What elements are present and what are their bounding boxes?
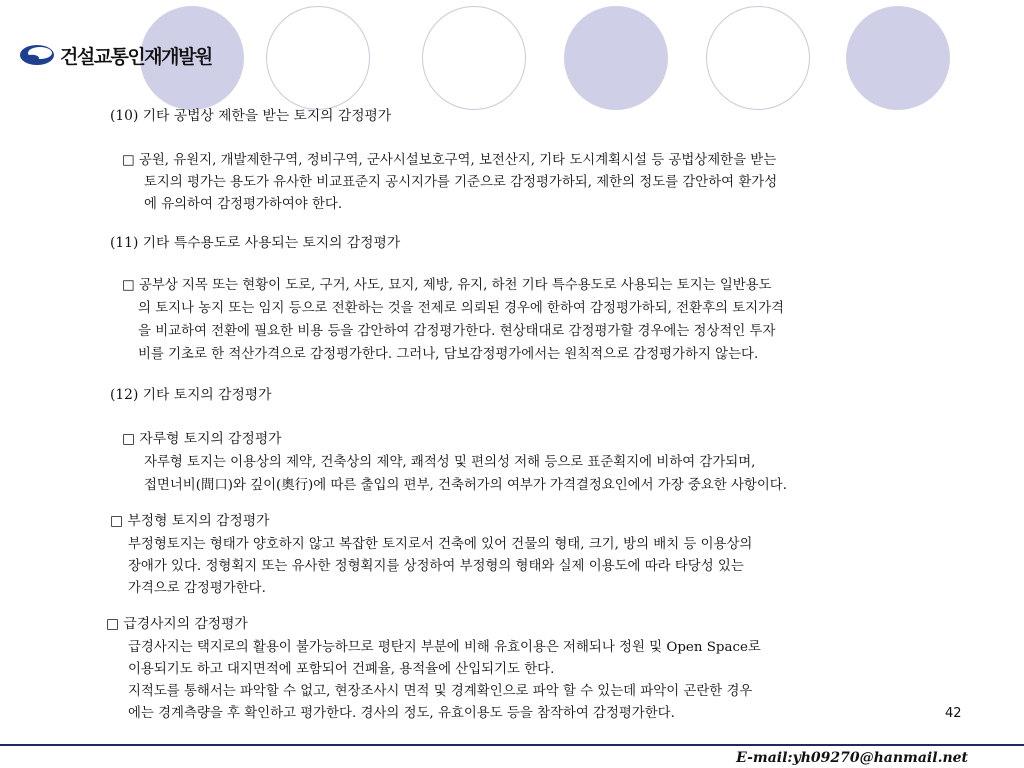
footer-email: E-mail:yh09270@hanmail.net xyxy=(736,750,968,766)
subsection-title: □ 급경사지의 감정평가 xyxy=(106,616,248,632)
logo-text: 건설교통인재개발원 xyxy=(60,45,212,68)
subsection-line: 장애가 있다. 정형획지 또는 유사한 정형획지를 상정하여 부정형의 형태와 실제 이용도에 따라 타당성 있는 xyxy=(128,559,744,574)
section-10-line: □ 공원, 유원지, 개발제한구역, 정비구역, 군사시설보호구역, 보전산지, 기타 도시계획시설 등 공법상제한을 받는 xyxy=(122,153,777,168)
section-11-line: □ 공부상 지목 또는 현황이 도로, 구거, 사도, 묘지, 제방, 유지, 하천 기타 특수용도로 사용되는 토지는 일반용도 xyxy=(122,278,772,293)
subsection-line: 이용되기도 하고 대지면적에 포함되어 건폐율, 용적율에 산입되기도 한다. xyxy=(128,662,555,677)
subsection-line: 지적도를 통해서는 파악할 수 없고, 현장조사시 면적 및 경계확인으로 파악 할 수 있는데 파악이 곤란한 경우 xyxy=(128,684,753,699)
section-11-line: 의 토지나 농지 또는 임지 등으로 전환하는 것을 전제로 의뢰된 경우에 한하여 감정평가하되, 전환후의 토지가격 xyxy=(138,301,784,316)
subsection-title: □ 부정형 토지의 감정평가 xyxy=(110,513,270,529)
subsection-title: □ 자루형 토지의 감정평가 xyxy=(122,431,282,447)
page-number: 42 xyxy=(945,706,962,721)
subsection-line: 접면너비(間口)와 깊이(奧行)에 따른 출입의 편부, 건축허가의 여부가 가격결정요인에서 가장 중요한 사항이다. xyxy=(144,478,787,493)
section-11-heading: (11) 기타 특수용도로 사용되는 토지의 감정평가 xyxy=(110,235,401,251)
subsection-line: 가격으로 감정평가한다. xyxy=(128,581,266,596)
subsection-line: 급경사지는 택지로의 활용이 불가능하므로 평탄지 부분에 비해 유효이용은 저해되나 정원 및 Open Space로 xyxy=(128,640,761,655)
section-10-heading: (10) 기타 공법상 제한을 받는 토지의 감정평가 xyxy=(110,108,392,124)
section-11-line: 을 비교하여 전환에 필요한 비용 등을 감안하여 감정평가한다. 현상태대로 감정평가할 경우에는 정상적인 투자 xyxy=(138,324,776,339)
section-11-line: 비를 기초로 한 적산가격으로 감정평가한다. 그러나, 담보감정평가에서는 원칙적으로 감정평가하지 않는다. xyxy=(138,347,759,362)
section-10-line: 토지의 평가는 용도가 유사한 비교표준지 공시지가를 기준으로 감정평가하되, 제한의 정도를 감안하여 환가성 xyxy=(144,175,778,190)
section-12-heading: (12) 기타 토지의 감정평가 xyxy=(110,387,272,403)
subsection-line: 자루형 토지는 이용상의 제약, 건축상의 제약, 쾌적성 및 편의성 저해 등으로 표준획지에 비하여 감가되며, xyxy=(144,455,756,470)
subsection-line: 부정형토지는 형태가 양호하지 않고 복잡한 토지로서 건축에 있어 건물의 형태, 크기, 방의 배치 등 이용상의 xyxy=(128,537,753,552)
subsection-line: 에는 경계측량을 후 확인하고 평가한다. 경사의 정도, 유효이용도 등을 참작하여 감정평가한다. xyxy=(128,706,675,721)
section-10-line: 에 유의하여 감정평가하여야 한다. xyxy=(144,197,343,212)
